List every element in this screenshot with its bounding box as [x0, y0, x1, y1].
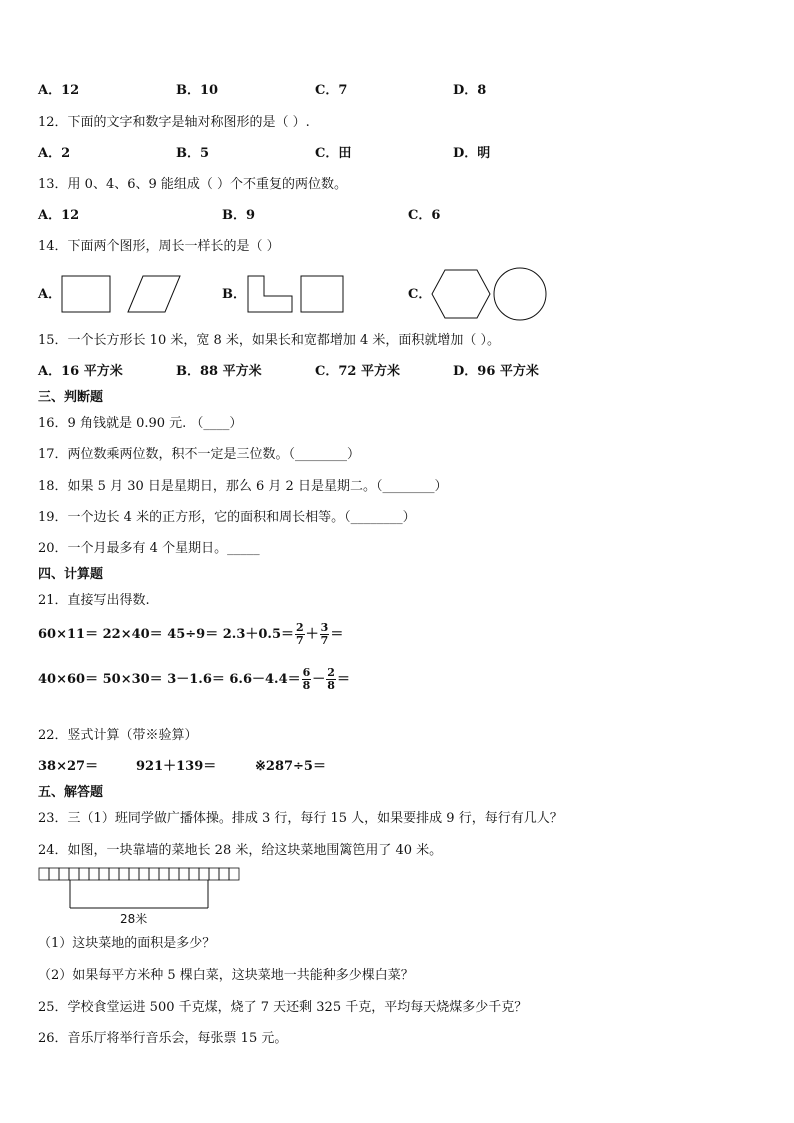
q15-stem: 15．一个长方形长 10 米，宽 8 米，如果长和宽都增加 4 米，面积就增加（ ）。 [38, 333, 501, 348]
q24-stem: 24．如图，一块靠墙的菜地长 28 米，给这块菜地围篱笆用了 40 米。 [38, 843, 443, 858]
q14-figure-c [430, 268, 550, 322]
q14-stem: 14．下面两个图形，周长一样长的是（ ） [38, 239, 280, 254]
fence-cell [219, 868, 229, 880]
q22-item-1: 38×27＝ [38, 759, 99, 774]
q11-option-c[interactable]: C．7 [315, 83, 348, 98]
fence-cell [99, 868, 109, 880]
q11-option-a[interactable]: A．12 [38, 83, 80, 98]
q26: 26．音乐厅将举行音乐会，每张票 15 元。 [38, 1031, 288, 1046]
fence-cell [69, 868, 79, 880]
fence-cell [139, 868, 149, 880]
fence-cell [89, 868, 99, 880]
q12-option-b[interactable]: B．5 [176, 146, 210, 161]
q13-stem: 13．用 0、4、6、9 能组成（ ）个不重复的两位数。 [38, 177, 348, 192]
wall-fence-cells [39, 868, 239, 880]
q25: 25．学校食堂运进 500 千克煤，烧了 7 天还剩 325 千克，平均每天烧煤多少千克？ [38, 1000, 528, 1015]
q13-option-a[interactable]: A．12 [38, 208, 80, 223]
q12-option-a[interactable]: A．2 [38, 146, 71, 161]
q14-figure-b [246, 274, 346, 314]
q21-row2-text: 40×60＝ 50×30＝ 3－1.6＝ 6.6－4.4＝ [38, 672, 301, 687]
fence-cell [59, 868, 69, 880]
q14-figure-a [60, 274, 185, 314]
square-shape [62, 276, 110, 312]
q13-option-c[interactable]: C．6 [408, 208, 441, 223]
q24-sub2: （2）如果每平方米种 5 棵白菜，这块菜地一共能种多少棵白菜？ [38, 968, 414, 983]
hexagon-shape [432, 270, 490, 318]
fraction: $\frac{2}{7}$ [296, 621, 304, 647]
q22-stem: 22．竖式计算（带※验算） [38, 728, 198, 743]
q15-option-c[interactable]: C．72 平方米 [315, 364, 400, 379]
q24-sub1: （1）这块菜地的面积是多少？ [38, 936, 216, 951]
square-shape [301, 276, 343, 312]
q13-option-b[interactable]: B．9 [222, 208, 256, 223]
q20: 20．一个月最多有 4 个星期日。_____ [38, 541, 260, 556]
fence-cell [199, 868, 209, 880]
q12-option-d[interactable]: D．明 [453, 146, 491, 161]
fence-cell [189, 868, 199, 880]
q17: 17．两位数乘两位数，积不一定是三位数。（________） [38, 447, 361, 462]
q16: 16．9 角钱就是 0.90 元. （____） [38, 416, 243, 431]
fence-cell [229, 868, 239, 880]
q15-option-b[interactable]: B．88 平方米 [176, 364, 262, 379]
q15-option-a[interactable]: A．16 平方米 [38, 364, 123, 379]
q15-option-d[interactable]: D．96 平方米 [453, 364, 539, 379]
q14-option-b[interactable]: B． [222, 287, 246, 302]
fraction: $\frac{2}{8}$ [327, 666, 335, 692]
circle-shape [494, 268, 546, 320]
fence-cell [39, 868, 49, 880]
q11-option-d[interactable]: D．8 [453, 83, 487, 98]
q22-item-2: 921＋139＝ [136, 759, 217, 774]
fence-cell [129, 868, 139, 880]
fence-diagram [38, 866, 243, 914]
fence-cell [119, 868, 129, 880]
q19: 19．一个边长 4 米的正方形，它的面积和周长相等。（________） [38, 510, 416, 525]
fence-cell [209, 868, 219, 880]
section-title-problems: 五、解答题 [38, 785, 104, 800]
q12-stem: 12．下面的文字和数字是轴对称图形的是（ ）. [38, 115, 310, 130]
q18: 18．如果 5 月 30 日是星期日，那么 6 月 2 日是星期二。（________） [38, 479, 448, 494]
q14-option-a[interactable]: A． [38, 287, 62, 302]
q21-stem: 21．直接写出得数. [38, 593, 150, 608]
q12-option-c[interactable]: C．田 [315, 146, 352, 161]
fence-cell [179, 868, 189, 880]
fraction: $\frac{3}{7}$ [320, 621, 329, 647]
section-title-judgement: 三、判断题 [38, 390, 104, 405]
l-shape [248, 276, 292, 312]
fence-cell [159, 868, 169, 880]
q21-row1: 60×11＝ 22×40＝ 45÷9＝ 2.3＋0.5＝ $\frac{2}{7}$ ＋ $\frac{3}{7}$ ＝ [38, 621, 344, 647]
q22-item-3: ※287÷5＝ [255, 759, 326, 774]
fence-cell [109, 868, 119, 880]
fence-cell [49, 868, 59, 880]
q21-row1-text: 60×11＝ 22×40＝ 45÷9＝ 2.3＋0.5＝ [38, 627, 294, 642]
q14-option-c[interactable]: C． [408, 287, 432, 302]
fence-cell [169, 868, 179, 880]
parallelogram-shape [128, 276, 180, 312]
fraction: $\frac{6}{8}$ [302, 666, 311, 692]
section-title-calculation: 四、计算题 [38, 567, 104, 582]
q11-option-b[interactable]: B．10 [176, 83, 219, 98]
q21-row2: 40×60＝ 50×30＝ 3－1.6＝ 6.6－4.4＝ $\frac{6}{8}$ － $\frac{2}{8}$ ＝ [38, 666, 350, 692]
q23: 23．三（1）班同学做广播体操。排成 3 行，每行 15 人，如果要排成 9 行，每行有几人？ [38, 811, 563, 826]
fence-cell [79, 868, 89, 880]
fence-cell [149, 868, 159, 880]
figure-length-label: 28米 [120, 912, 148, 926]
